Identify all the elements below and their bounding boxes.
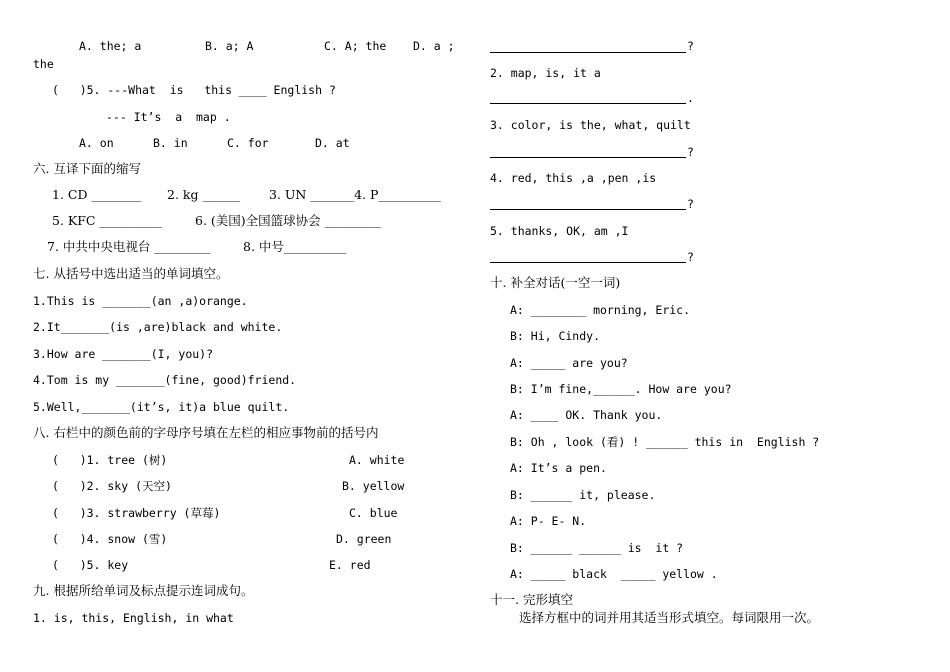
sec9-item-5: 5. thanks, OK, am ,I bbox=[490, 224, 629, 238]
match-right-a: A. white bbox=[349, 453, 405, 467]
dialog-line-4: B: I’m fine,______. How are you? bbox=[510, 382, 732, 396]
q5-option-a: A. on bbox=[79, 136, 114, 150]
q4-option-d: D. a ; bbox=[413, 39, 455, 53]
sec7-item-3: 3.How are _______(I, you)? bbox=[33, 347, 214, 361]
abbr-6: 6. (美国)全国篮球协会 _________ bbox=[195, 213, 381, 228]
match-left-2: ( )2. sky (天空) bbox=[52, 479, 172, 493]
dialog-line-3: A: _____ are you? bbox=[510, 356, 628, 370]
match-left-1: ( )1. tree (树) bbox=[52, 453, 168, 467]
dialog-line-5: A: ____ OK. Thank you. bbox=[510, 408, 663, 422]
q5-option-c: C. for bbox=[227, 136, 269, 150]
q4-option-c: C. A; the bbox=[324, 39, 387, 53]
answer-line-3-end: ? bbox=[687, 145, 694, 159]
match-left-4: ( )4. snow (雪) bbox=[52, 532, 168, 546]
dialog-line-2: B: Hi, Cindy. bbox=[510, 329, 601, 343]
dialog-line-10: B: ______ ______ is it ? bbox=[510, 541, 684, 555]
abbr-2: 2. kg ______ bbox=[167, 187, 240, 202]
match-left-5: ( )5. key bbox=[52, 558, 129, 572]
q5-option-d: D. at bbox=[315, 136, 350, 150]
q4-option-b: B. a; A bbox=[205, 39, 254, 53]
section11-instruction: 选择方框中的词并用其适当形式填空。每词限用一次。 bbox=[519, 610, 820, 625]
section10-title: 十. 补全对话(一空一词) bbox=[490, 275, 621, 290]
dialog-line-8: B: ______ it, please. bbox=[510, 488, 656, 502]
match-right-e: E. red bbox=[329, 558, 371, 572]
sec9-item-1: 1. is, this, English, in what bbox=[33, 611, 234, 625]
answer-line-5-end: ? bbox=[687, 250, 694, 264]
match-left-3: ( )3. strawberry (草莓) bbox=[52, 506, 221, 520]
dialog-line-11: A: _____ black _____ yellow . bbox=[510, 567, 718, 581]
answer-line-1 bbox=[490, 52, 686, 53]
dialog-line-1: A: ________ morning, Eric. bbox=[510, 303, 691, 317]
answer-line-4-end: ? bbox=[687, 197, 694, 211]
abbr-3-4: 3. UN _______4. P__________ bbox=[269, 187, 441, 202]
section6-title: 六. 互译下面的缩写 bbox=[33, 161, 141, 176]
q5-option-b: B. in bbox=[153, 136, 188, 150]
answer-line-4 bbox=[490, 209, 686, 210]
abbr-7: 7. 中共中央电视台 _________ bbox=[47, 239, 211, 254]
match-right-d: D. green bbox=[336, 532, 392, 546]
answer-line-2-end: . bbox=[687, 91, 694, 105]
section9-title: 九. 根据所给单词及标点提示连词成句。 bbox=[33, 583, 254, 598]
sec7-item-2: 2.It_______(is ,are)black and white. bbox=[33, 320, 283, 334]
answer-line-2 bbox=[490, 103, 686, 104]
answer-line-3 bbox=[490, 157, 686, 158]
sec9-item-4: 4. red, this ,a ,pen ,is bbox=[490, 171, 657, 185]
section7-title: 七. 从括号中选出适当的单词填空。 bbox=[33, 266, 229, 281]
abbr-5: 5. KFC __________ bbox=[52, 213, 162, 228]
sec9-item-2: 2. map, is, it a bbox=[490, 66, 601, 80]
answer-line-1-end: ? bbox=[687, 39, 694, 53]
dialog-line-9: A: P- E- N. bbox=[510, 514, 587, 528]
sec7-item-5: 5.Well,_______(it’s, it)a blue quilt. bbox=[33, 400, 290, 414]
answer-line-5 bbox=[490, 262, 686, 263]
sec9-item-3: 3. color, is the, what, quilt bbox=[490, 118, 691, 132]
match-right-c: C. blue bbox=[349, 506, 398, 520]
match-right-b: B. yellow bbox=[342, 479, 405, 493]
abbr-1: 1. CD ________ bbox=[52, 187, 142, 202]
q5-stem: ( )5. ---What is this ____ English ? bbox=[52, 83, 336, 97]
dialog-line-7: A: It’s a pen. bbox=[510, 461, 607, 475]
sec7-item-1: 1.This is _______(an ,a)orange. bbox=[33, 294, 248, 308]
q5-answer: --- It’s a map . bbox=[106, 110, 231, 124]
abbr-8: 8. 中号__________ bbox=[243, 239, 347, 254]
section8-title: 八. 右栏中的颜色前的字母序号填在左栏的相应事物前的括号内 bbox=[33, 425, 379, 440]
section11-title: 十一. 完形填空 bbox=[490, 592, 573, 607]
sec7-item-4: 4.Tom is my _______(fine, good)friend. bbox=[33, 373, 297, 387]
q4-option-d-wrap: the bbox=[33, 57, 54, 71]
dialog-line-6: B: Oh , look (看) ! ______ this in English ? bbox=[510, 435, 820, 449]
q4-option-a: A. the; a bbox=[79, 39, 142, 53]
